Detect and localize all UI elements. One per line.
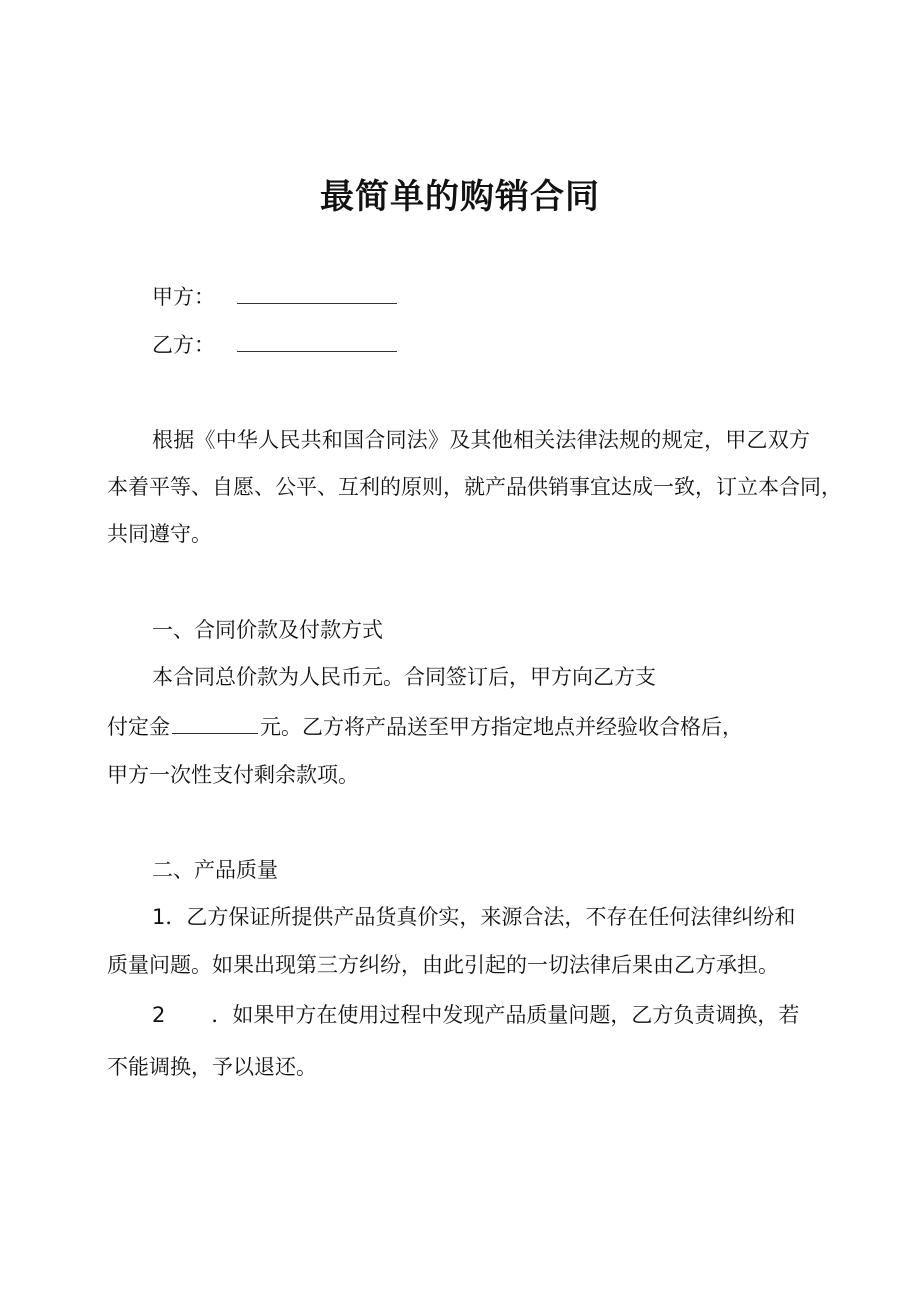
deposit-label: 付定金 — [107, 715, 170, 739]
deposit-suffix: 元。乙方将产品送至甲方指定地点并经验收合格后， — [260, 715, 743, 739]
section2-item2-line-1 — [152, 1000, 799, 1030]
section2-item1-line-1: 1．乙方保证所提供产品货真价实，来源合法，不存在任何法律纠纷和 — [152, 905, 796, 929]
section2-heading: 二、产品质量 — [152, 858, 278, 882]
section1-line-3: 甲方一次性支付剩余款项。 — [107, 763, 359, 787]
item2-text: ．如果甲方在使用过程中发现产品质量问题，乙方负责调换，若 — [211, 1003, 800, 1027]
party-b-blank[interactable] — [237, 331, 397, 352]
party-b-row — [152, 330, 397, 360]
party-a-blank[interactable] — [237, 283, 397, 304]
section1-line-2 — [107, 712, 743, 742]
item2-number: 2 — [152, 1003, 166, 1027]
party-a-row — [152, 282, 397, 312]
section1-line-1: 本合同总价款为人民币元。合同签订后，甲方向乙方支 — [152, 665, 656, 689]
party-b-label: 乙方： — [152, 333, 215, 357]
deposit-amount-blank[interactable] — [172, 713, 258, 734]
party-a-label: 甲方： — [152, 285, 215, 309]
document-title: 最简单的购销合同 — [320, 177, 600, 217]
intro-line-2: 本着平等、自愿、公平、互利的原则，就产品供销事宜达成一致，订立本合同， — [107, 475, 842, 499]
section1-heading: 一、合同价款及付款方式 — [152, 618, 383, 642]
intro-line-3: 共同遵守。 — [107, 522, 212, 546]
intro-line-1: 根据《中华人民共和国合同法》及其他相关法律法规的规定，甲乙双方 — [152, 428, 810, 452]
section2-item2-line-2: 不能调换，予以退还。 — [107, 1055, 317, 1079]
section2-item1-line-2: 质量问题。如果出现第三方纠纷，由此引起的一切法律后果由乙方承担。 — [107, 953, 779, 977]
